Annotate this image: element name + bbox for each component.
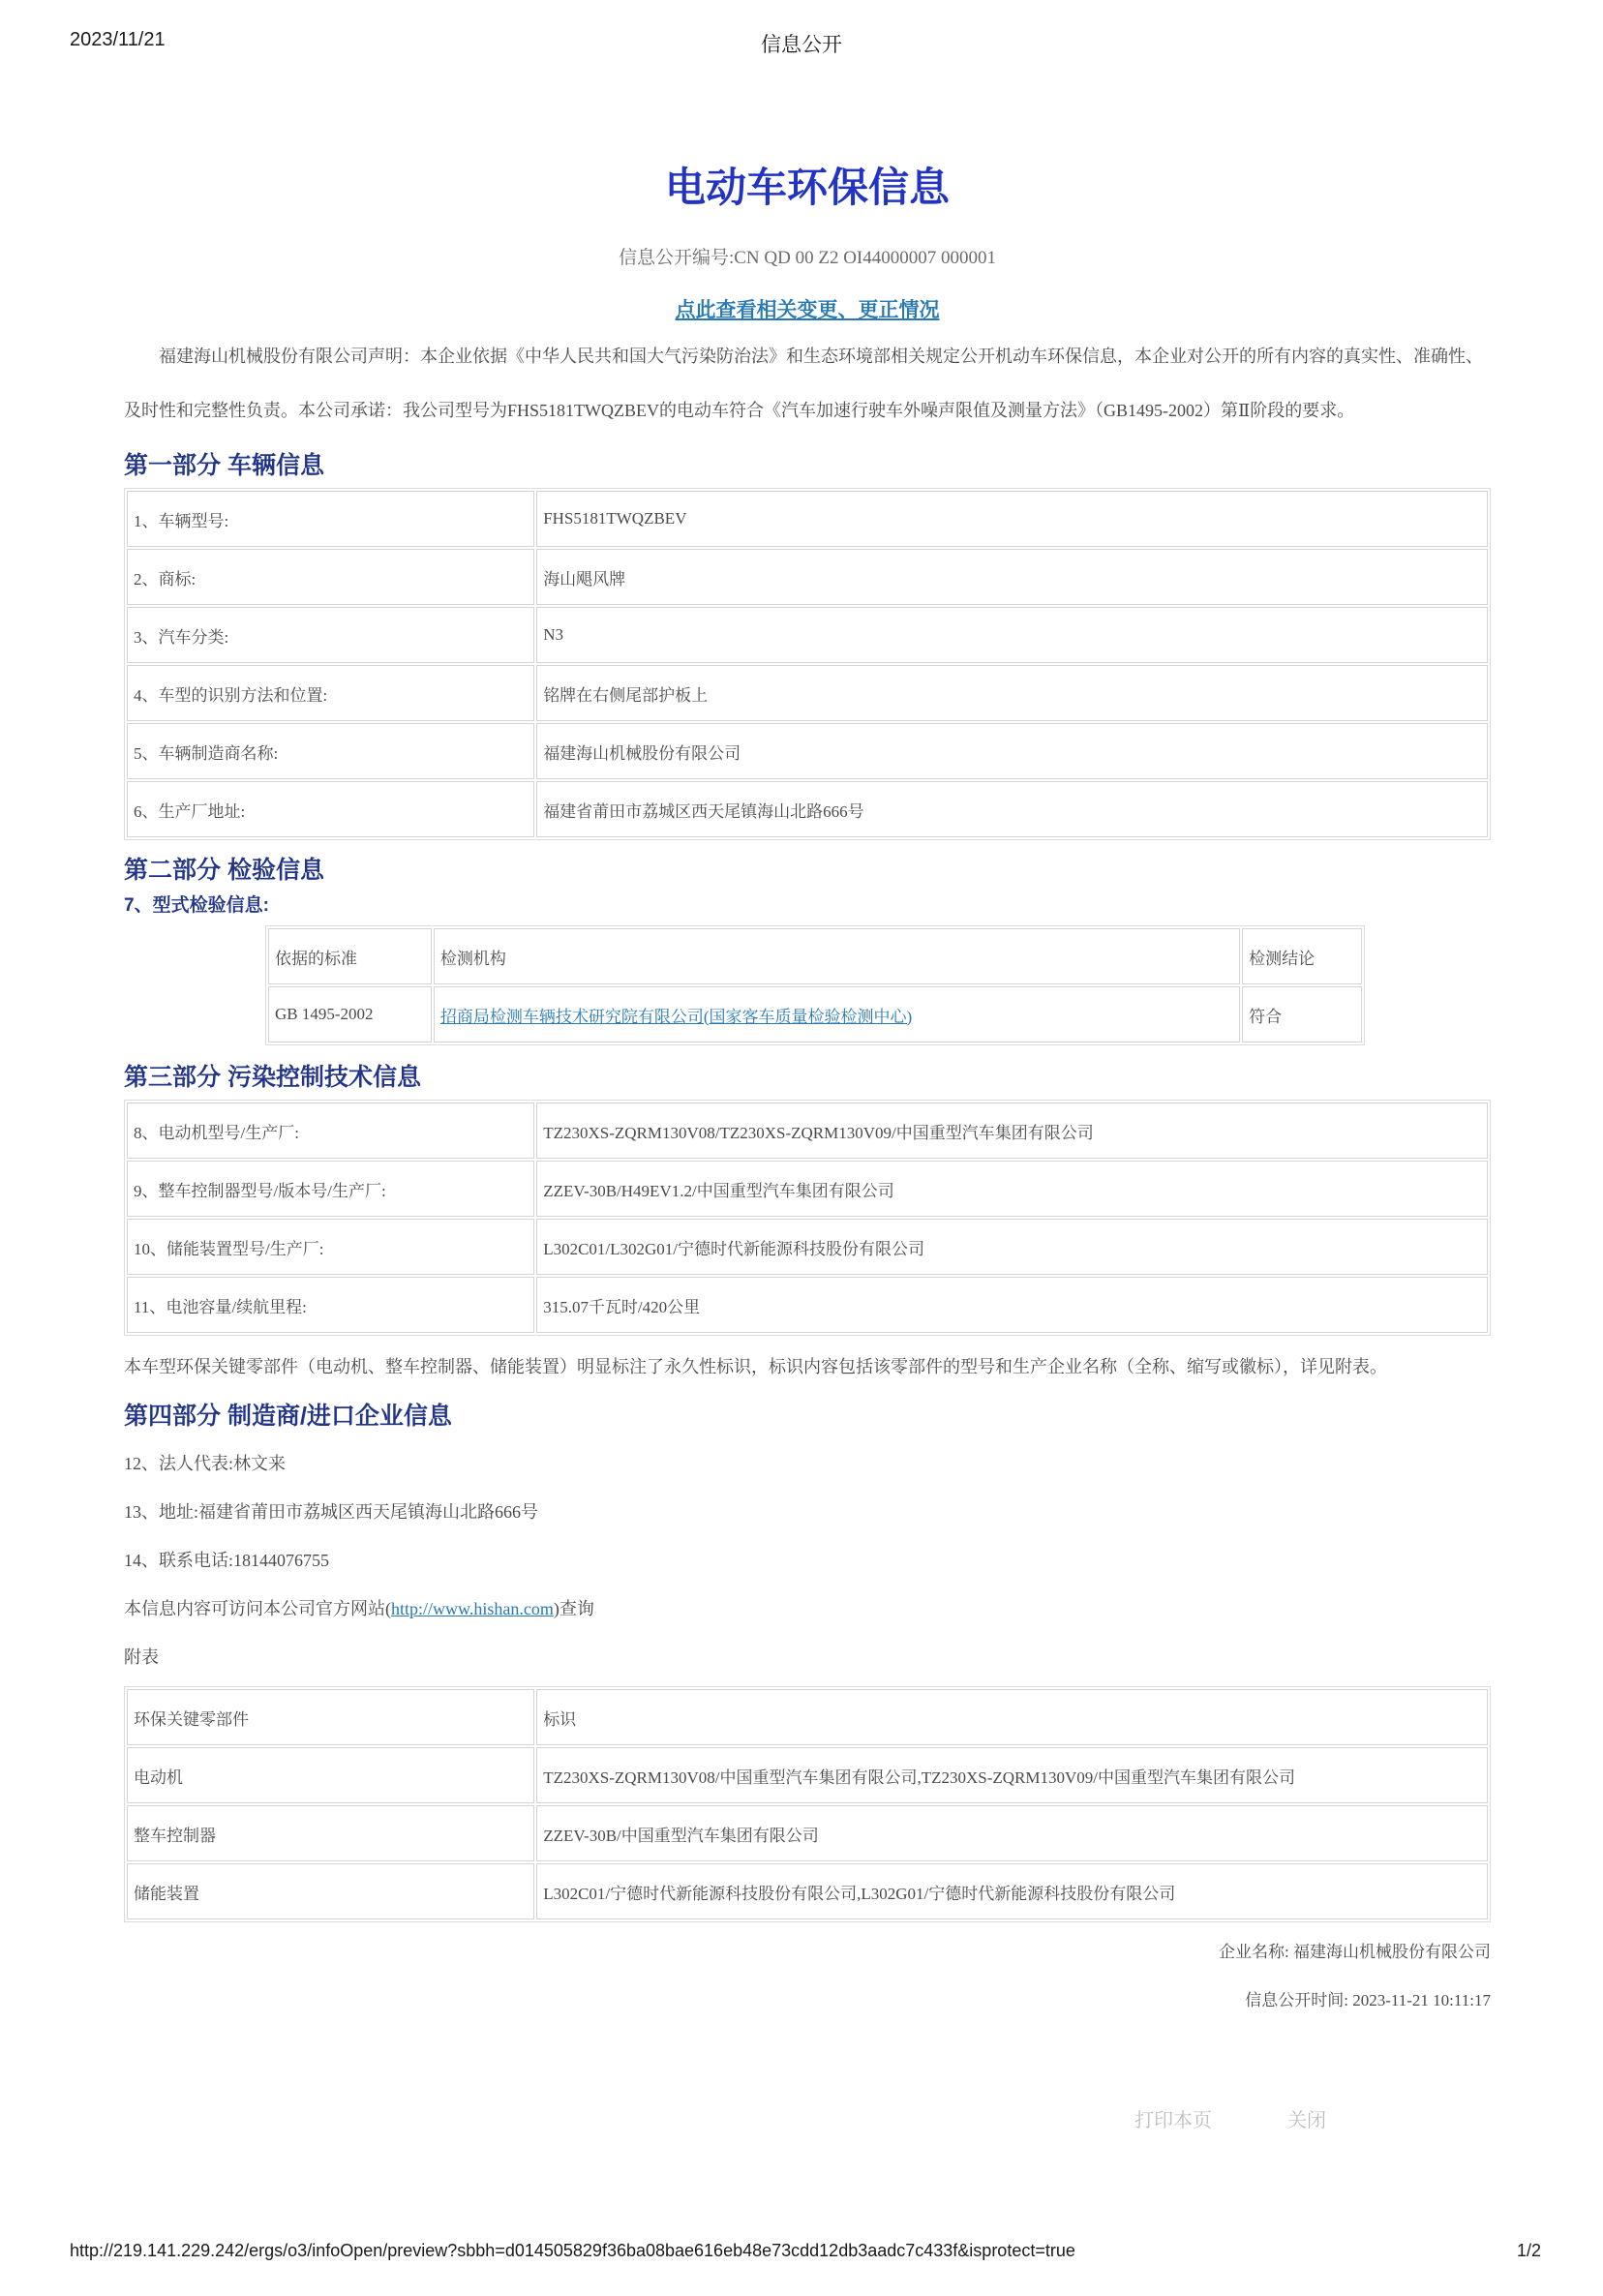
row-label: 11、电池容量/续航里程: xyxy=(127,1277,534,1333)
standard-cell: GB 1495-2002 xyxy=(268,986,432,1042)
row-value: L302C01/L302G01/宁德时代新能源科技股份有限公司 xyxy=(536,1219,1488,1275)
row-value: L302C01/宁德时代新能源科技股份有限公司,L302G01/宁德时代新能源科技股份有限公司 xyxy=(536,1863,1488,1919)
document-body xyxy=(124,163,1491,2132)
row-value: 海山飓风牌 xyxy=(536,549,1488,605)
website-prefix: 本信息内容可访问本公司官方网站( xyxy=(124,1599,391,1618)
agency-cell xyxy=(434,986,1240,1042)
section4-heading: 第四部分 制造商/进口企业信息 xyxy=(124,1403,452,1430)
table-row xyxy=(127,723,1488,779)
website-suffix: )查询 xyxy=(553,1599,594,1618)
row-value: 福建海山机械股份有限公司 xyxy=(536,723,1488,779)
section2-heading: 第二部分 检验信息 xyxy=(124,857,324,884)
row-label: 10、储能装置型号/生产厂: xyxy=(127,1219,534,1275)
inspection-agency-link[interactable]: 招商局检测车辆技术研究院有限公司(国家客车质量检验检测中心) xyxy=(439,1007,913,1026)
print-date: 2023/11/21 xyxy=(70,29,166,50)
inspection-table xyxy=(265,925,1365,1045)
row-label: 5、车辆制造商名称: xyxy=(127,723,534,779)
table-row xyxy=(127,1863,1488,1919)
attachment-table xyxy=(124,1686,1491,1922)
print-page-title: 信息公开 xyxy=(761,34,842,56)
row-value: 福建省莆田市荔城区西天尾镇海山北路666号 xyxy=(536,781,1488,837)
print-footer xyxy=(70,2241,1541,2261)
result-cell: 符合 xyxy=(1242,986,1362,1042)
column-header-result: 检测结论 xyxy=(1242,928,1362,984)
table-row xyxy=(127,491,1488,547)
table-row xyxy=(127,1161,1488,1217)
column-header-mark: 标识 xyxy=(536,1689,1488,1745)
row-label: 整车控制器 xyxy=(127,1805,534,1861)
row-value: TZ230XS-ZQRM130V08/TZ230XS-ZQRM130V09/中国重型汽车集团有限公司 xyxy=(536,1103,1488,1159)
table-row xyxy=(127,1103,1488,1159)
row-label: 3、汽车分类: xyxy=(127,607,534,663)
table-row xyxy=(268,986,1362,1042)
table-row xyxy=(127,781,1488,837)
footer-page-number: 1/2 xyxy=(1516,2241,1541,2260)
row-label: 6、生产厂地址: xyxy=(127,781,534,837)
column-header-part: 环保关键零部件 xyxy=(127,1689,534,1745)
table-header-row xyxy=(268,928,1362,984)
row-label: 9、整车控制器型号/版本号/生产厂: xyxy=(127,1161,534,1217)
column-header-standard: 依据的标准 xyxy=(268,928,432,984)
page-title: 电动车环保信息 xyxy=(664,165,950,210)
column-header-agency: 检测机构 xyxy=(434,928,1240,984)
row-label: 储能装置 xyxy=(127,1863,534,1919)
row-label: 4、车型的识别方法和位置: xyxy=(127,665,534,721)
row-value: ZZEV-30B/H49EV1.2/中国重型汽车集团有限公司 xyxy=(536,1161,1488,1217)
page-actions xyxy=(124,2104,1326,2132)
table-row xyxy=(127,1747,1488,1803)
type-inspection-title: 7、型式检验信息: xyxy=(124,895,269,916)
table-row xyxy=(127,549,1488,605)
row-label: 8、电动机型号/生产厂: xyxy=(127,1103,534,1159)
print-page-button[interactable]: 打印本页 xyxy=(1134,2110,1212,2131)
row-value: 铭牌在右侧尾部护板上 xyxy=(536,665,1488,721)
company-website-link[interactable]: http://www.hishan.com xyxy=(391,1599,554,1618)
website-line xyxy=(124,1597,1491,1620)
attachment-label: 附表 xyxy=(124,1647,159,1667)
signature-publish-time: 信息公开时间: 2023-11-21 10:11:17 xyxy=(1245,1991,1491,2009)
section1-heading: 第一部分 车辆信息 xyxy=(124,452,324,479)
row-value: N3 xyxy=(536,607,1488,663)
table-row xyxy=(127,1277,1488,1333)
declaration-paragraph: 福建海山机械股份有限公司声明：本企业依据《中华人民共和国大气污染防治法》和生态环境部相关规定公开机动车环保信息，本企业对公开的所有内容的真实性、准确性、及时性和完整性负责。本公司承诺：我公司型号为FHS5181TWQZBEV的电动车符合《汽车加速行驶车外噪声限值及测量方法》（GB1495-2002）第Ⅱ阶段的要求。 xyxy=(124,347,1483,420)
footer-url: http://219.141.229.242/ergs/o3/infoOpen/preview?sbbh=d014505829f36ba08bae616eb48e73cdd12db3aadc7c433f&isprotect=true xyxy=(70,2241,1075,2260)
row-label: 电动机 xyxy=(127,1747,534,1803)
table-row xyxy=(127,1805,1488,1861)
contact-phone: 14、联系电话:18144076755 xyxy=(124,1551,330,1570)
table-row xyxy=(127,607,1488,663)
row-value: FHS5181TWQZBEV xyxy=(536,491,1488,547)
disclosure-number: 信息公开编号:CN QD 00 Z2 OI44000007 000001 xyxy=(618,248,997,268)
permanent-mark-note: 本车型环保关键零部件（电动机、整车控制器、储能装置）明显标注了永久性标识，标识内容包括该零部件的型号和生产企业名称（全称、缩写或徽标），详见附表。 xyxy=(124,1357,1387,1376)
section3-heading: 第三部分 污染控制技术信息 xyxy=(124,1064,421,1091)
signature-company: 企业名称: 福建海山机械股份有限公司 xyxy=(1219,1943,1491,1961)
row-value: TZ230XS-ZQRM130V08/中国重型汽车集团有限公司,TZ230XS-ZQRM130V09/中国重型汽车集团有限公司 xyxy=(536,1747,1488,1803)
vehicle-info-table xyxy=(124,488,1491,840)
table-header-row xyxy=(127,1689,1488,1745)
table-row xyxy=(127,1219,1488,1275)
row-label: 2、商标: xyxy=(127,549,534,605)
company-address: 13、地址:福建省莆田市荔城区西天尾镇海山北路666号 xyxy=(124,1502,538,1522)
pollution-control-table xyxy=(124,1100,1491,1336)
close-button[interactable]: 关闭 xyxy=(1287,2110,1326,2131)
print-header xyxy=(0,29,1603,54)
legal-representative: 12、法人代表:林文来 xyxy=(124,1454,287,1473)
table-row xyxy=(127,665,1488,721)
change-record-link[interactable]: 点此查看相关变更、更正情况 xyxy=(675,298,940,321)
row-value: 315.07千瓦时/420公里 xyxy=(536,1277,1488,1333)
change-link-row xyxy=(124,294,1491,323)
row-value: ZZEV-30B/中国重型汽车集团有限公司 xyxy=(536,1805,1488,1861)
row-label: 1、车辆型号: xyxy=(127,491,534,547)
